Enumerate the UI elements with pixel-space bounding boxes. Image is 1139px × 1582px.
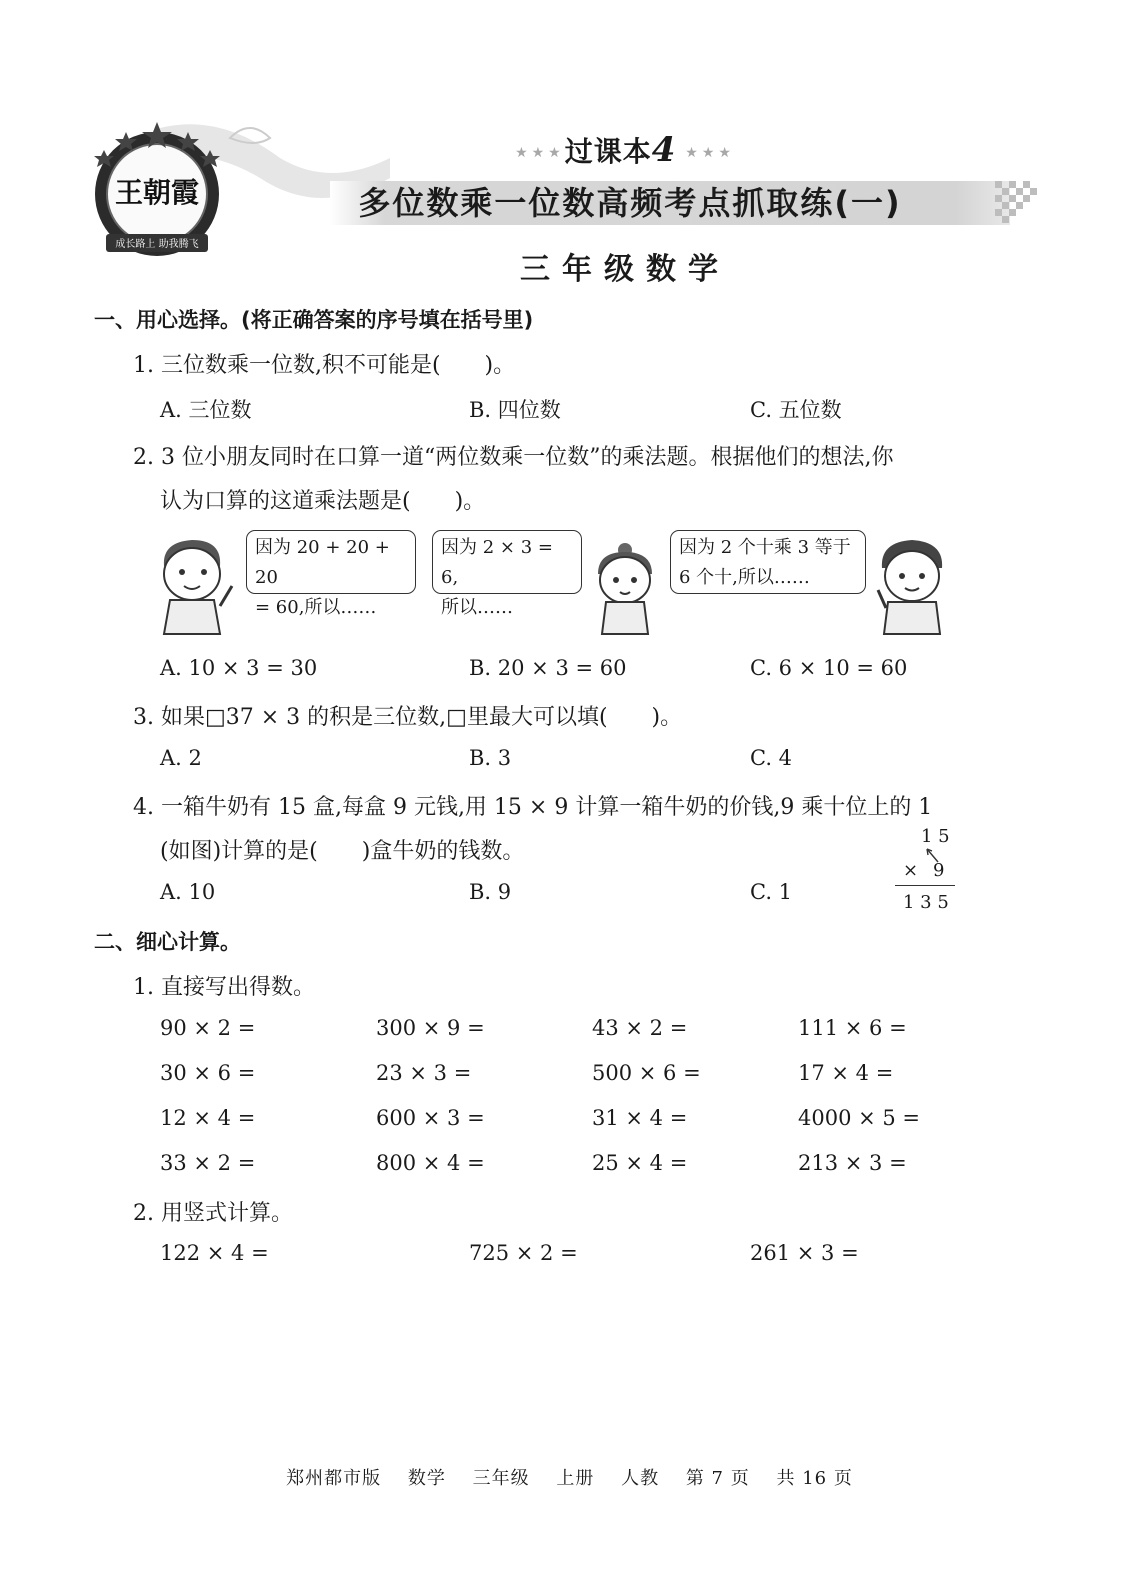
figure-rule [895,885,955,886]
footer-subject: 数学 [407,1468,446,1489]
bubble2-line2: 所以…… [441,597,513,618]
q2-option-c: C. 6 × 10 = 60 [750,656,908,680]
q2-option-a: A. 10 × 3 = 30 [160,656,318,680]
bubble3-line2: 6 个十,所以…… [679,567,810,588]
figure-bottom-number: 9 [933,860,945,881]
logo-text: 王朝霞 [114,176,200,209]
footer-edition: 郑州都市版 [286,1468,382,1489]
footer-publisher: 人教 [621,1468,660,1489]
calc-item: 500 × 6 = [592,1061,701,1085]
speech-bubble-1 [246,530,416,618]
calc-item: 25 × 4 = [592,1151,688,1175]
q4-line2: (如图)计算的是( )盒牛奶的钱数。 [160,839,525,864]
figure-operator: × [903,860,919,881]
brand-logo [86,118,228,260]
footer-grade: 三年级 [472,1468,530,1489]
footer-volume: 上册 [556,1468,595,1489]
series-number: 4 [651,130,677,170]
calc-item: 111 × 6 = [798,1016,907,1040]
q4-line1: 4. 一箱牛奶有 15 盒,每盒 9 元钱,用 15 × 9 计算一箱牛奶的价钱,9 乘十位上的 1 [133,795,933,820]
q3-option-a: A. 2 [160,746,202,770]
calc-item: 31 × 4 = [592,1106,688,1130]
speech-bubble-2 [432,530,582,618]
q4-option-c: C. 1 [750,880,793,904]
q1-option-c: C. 五位数 [750,398,842,422]
figure-result: 1 3 5 [903,892,949,913]
bubble2-line1: 因为 2 × 3 = 6, [441,537,553,588]
footer-page-number: 第 7 页 [685,1468,750,1489]
q4-option-b: B. 9 [469,880,512,904]
page-footer [0,1464,1139,1490]
calc-item: 90 × 2 = [160,1016,256,1040]
q3-option-c: C. 4 [750,746,793,770]
arrow-icon [923,846,943,864]
q1-option-b: B. 四位数 [469,398,561,422]
logo-slogan: 成长路上 助我腾飞 [115,239,199,250]
calc-item: 43 × 2 = [592,1016,688,1040]
speech-bubble-3 [670,530,866,594]
bubble1-line2: = 60,所以…… [255,597,377,618]
calc-item: 30 × 6 = [160,1061,256,1085]
boy2-thinking-illustration [872,536,952,636]
bubble1-line1: 因为 20 + 20 + 20 [255,537,390,588]
section2-part1-label: 1. 直接写出得数。 [133,975,315,1000]
star-icon: ★★★ [676,145,735,161]
q2-line2: 认为口算的这道乘法题是( )。 [160,489,486,514]
q2-option-b: B. 20 × 3 = 60 [469,656,627,680]
bubble3-line1: 因为 2 个十乘 3 等于 [679,537,851,558]
vertical-calc-item: 725 × 2 = [469,1241,578,1265]
star-icon: ★★★ [515,145,565,161]
band-pattern [995,181,1037,225]
calc-item: 213 × 3 = [798,1151,907,1175]
vertical-multiplication-figure [895,826,957,918]
calc-item: 800 × 4 = [376,1151,485,1175]
figure-top-number: 1 5 [921,826,950,847]
calc-item: 4000 × 5 = [798,1106,921,1130]
q3-option-b: B. 3 [469,746,512,770]
calc-item: 600 × 3 = [376,1106,485,1130]
q1-option-a: A. 三位数 [160,398,252,422]
calc-item: 12 × 4 = [160,1106,256,1130]
boy-thinking-illustration [152,536,242,636]
q4-option-a: A. 10 [160,880,216,904]
calc-item: 17 × 4 = [798,1061,894,1085]
series-text: 过课本 [564,135,652,168]
section2-part2-label: 2. 用竖式计算。 [133,1201,293,1226]
main-title: 多位数乘一位数高频考点抓取练(一) [358,184,902,222]
calc-item: 23 × 3 = [376,1061,472,1085]
q2-line1: 2. 3 位小朋友同时在口算一道“两位数乘一位数”的乘法题。根据他们的想法,你 [133,445,894,470]
vertical-calc-item: 261 × 3 = [750,1241,859,1265]
section2-heading: 二、细心计算。 [94,930,241,954]
girl-thinking-illustration [590,540,660,636]
calc-item: 300 × 9 = [376,1016,485,1040]
grade-title: 三年级数学 [520,252,730,287]
q1-text: 1. 三位数乘一位数,积不可能是( )。 [133,353,516,378]
q3-text: 3. 如果□37 × 3 的积是三位数,□里最大可以填( )。 [133,705,683,730]
section1-heading: 一、用心选择。(将正确答案的序号填在括号里) [94,308,534,332]
vertical-calc-item: 122 × 4 = [160,1241,269,1265]
series-label [500,130,750,170]
footer-total-pages: 共 16 页 [776,1468,853,1489]
calc-item: 33 × 2 = [160,1151,256,1175]
